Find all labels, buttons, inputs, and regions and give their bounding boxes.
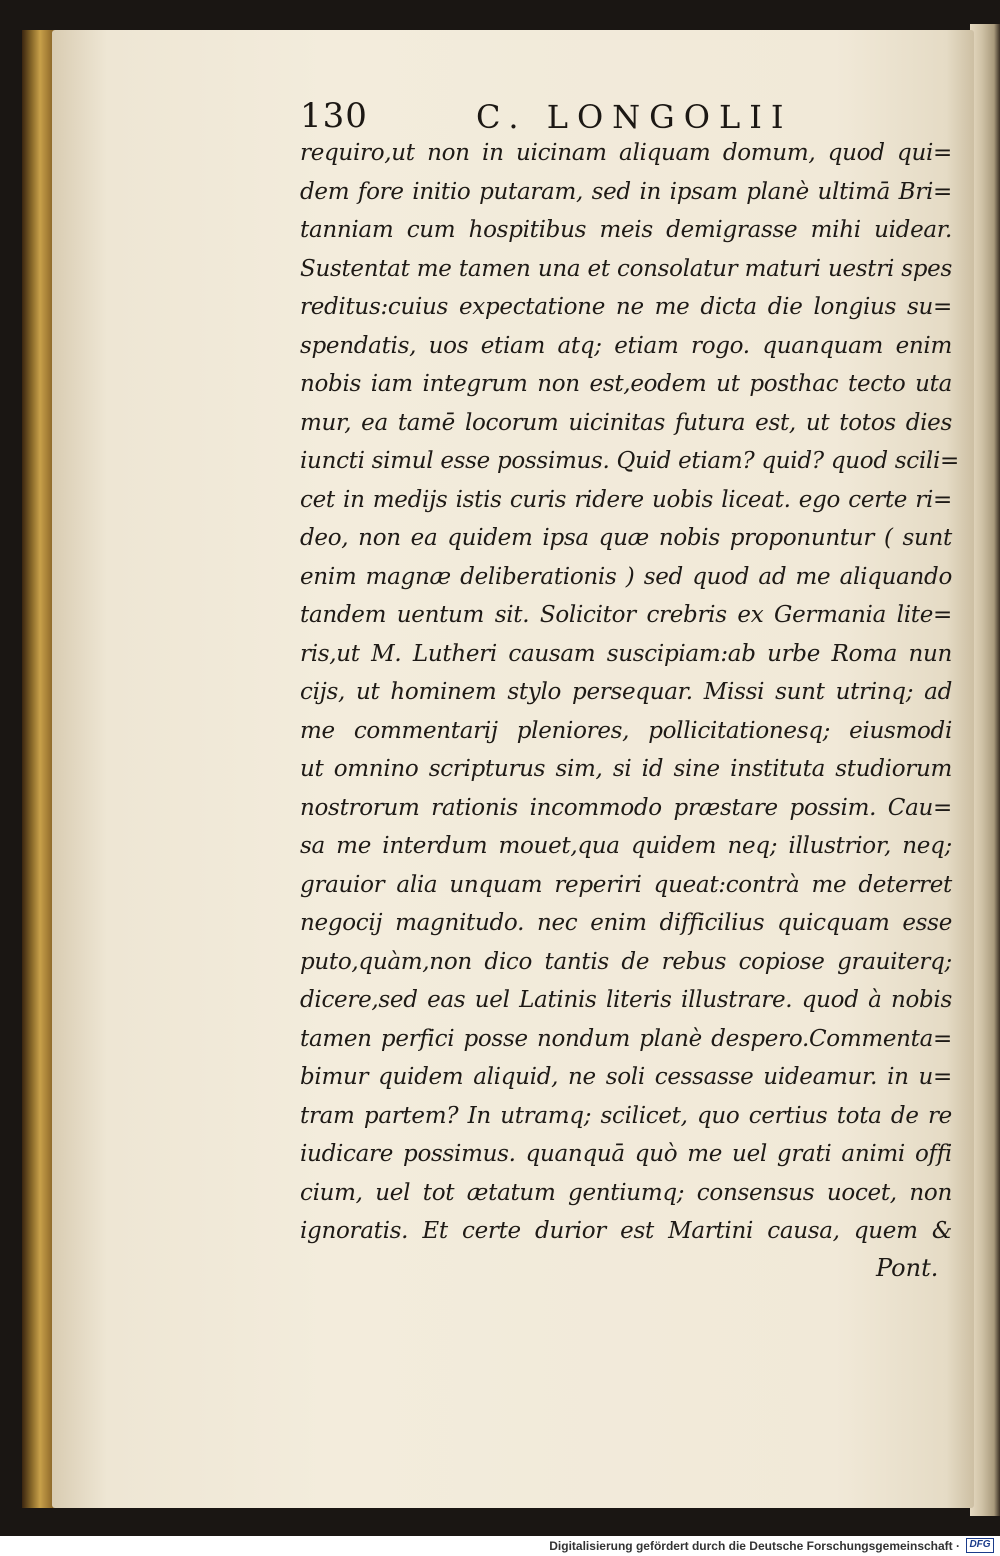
text-line: negocij magnitudo. nec enim difficilius quicquam esse (300, 910, 952, 936)
text-line: me commentarij pleniores, pollicitationesq; eiusmodi (300, 717, 952, 744)
text-line: cijs, ut hominem stylo persequar. Missi sunt utrinq; ad (300, 679, 952, 705)
text-line: bimur quidem aliquid, ne soli cessasse uideamur. in u= (300, 1064, 952, 1090)
text-line: tram partem? In utramq; scilicet, quo certius tota de re (300, 1102, 952, 1129)
body-text (300, 134, 959, 1251)
text-line: puto,quàm,non dico tantis de rebus copiose grauiterq; (300, 948, 952, 975)
text-line: ignoratis. Et certe durior est Martini causa, quem & (300, 1218, 952, 1244)
text-line: dem fore initio putaram, sed in ipsam planè ultimā Bri= (300, 178, 952, 205)
text-line: spendatis, uos etiam atq; etiam rogo. quanquam enim (300, 332, 952, 359)
text-line: cium, uel tot ætatum gentiumq; consensus uocet, non (300, 1179, 952, 1206)
text-line: requiro,ut non in uicinam aliquam domum, quod qui= (300, 140, 952, 166)
text-line: tanniam cum hospitibus meis demigrasse mihi uidear. (300, 217, 952, 243)
text-line: iudicare possimus. quanquā quò me uel grati animi offi (300, 1141, 952, 1167)
text-line: Sustentat me tamen una et consolatur maturi uestri spes (300, 255, 952, 282)
text-line: tandem uentum sit. Solicitor crebris ex Germania lite= (300, 602, 952, 628)
text-line: reditus:cuius expectatione ne me dicta die longius su= (300, 294, 952, 320)
page-number: 130 (300, 96, 368, 136)
text-line: cet in medijs istis curis ridere uobis liceat. ego certe ri= (300, 486, 952, 513)
text-line: mur, ea tamē locorum uicinitas futura est, ut totos dies (300, 409, 952, 436)
text-line: nobis iam integrum non est,eodem ut posthac tecto uta (300, 371, 952, 397)
text-line: ris,ut M. Lutheri causam suscipiam:ab urbe Roma nun (300, 640, 952, 667)
text-line: deo, non ea quidem ipsa quæ nobis proponuntur ( sunt (300, 525, 952, 551)
text-line: ut omnino scripturus sim, si id sine instituta studiorum (300, 756, 952, 782)
text-line: nostrorum rationis incommodo præstare possim. Cau= (300, 794, 952, 821)
dfg-logo: DFG (966, 1538, 994, 1553)
text-line: dicere,sed eas uel Latinis literis illustrare. quod à nobis (300, 987, 952, 1013)
text-line: grauior alia unquam reperiri queat:contrà me deterret (300, 871, 952, 898)
funding-credit: Digitalisierung gefördert durch die Deutsche Forschungsgemeinschaft · (549, 1539, 960, 1553)
text-line: iuncti simul esse possimus. Quid etiam? quid? quod scili= (300, 448, 959, 474)
running-head: C. LONGOLII (476, 98, 793, 136)
text-line: sa me interdum mouet,qua quidem neq; illustrior, neq; (300, 833, 952, 859)
text-line: enim magnæ deliberationis ) sed quod ad me aliquando (300, 563, 952, 590)
page-stack-edge (970, 24, 1000, 1516)
text-line: tamen perfici posse nondum planè despero.Commenta= (300, 1025, 952, 1052)
catchword: Pont. (876, 1254, 939, 1282)
digitization-footer (0, 1536, 1000, 1556)
